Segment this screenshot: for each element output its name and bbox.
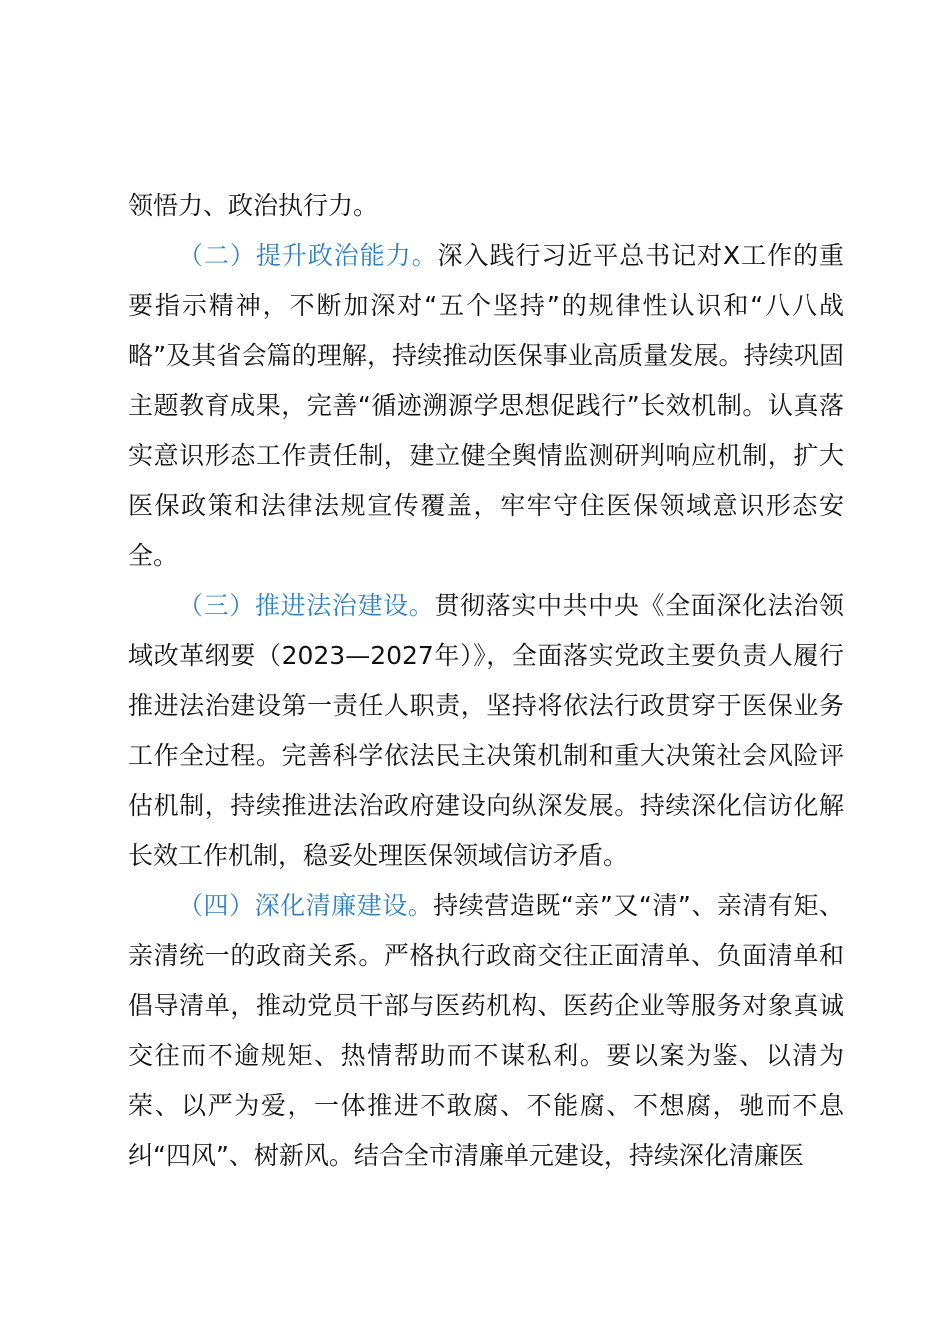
paragraph-body: 持续营造既“亲”又“清”、亲清有矩、亲清统一的政商关系。严格执行政商交往正面清单、负面清单和倡导清单，推动党员干部与医药机构、医药企业等服务对象真诚交往而不逾规矩、热情帮助而不谋私利。要以案为鉴、以清为荣、以严为爱，一体推进不敢腐、不能腐、不想腐，驰而不息纠“四风”、树新风。结合全市清廉单元建设，持续深化清廉医 xyxy=(128,891,844,1170)
paragraph-body: 深入践行习近平总书记对X工作的重要指示精神，不断加深对“五个坚持”的规律性认识和“八八战略”及其省会篇的理解，持续推动医保事业高质量发展。持续巩固主题教育成果，完善“循迹溯源学思想促践行”长效机制。认真落实意识形态工作责任制，建立健全舆情监测研判响应机制，扩大医保政策和法律法规宣传覆盖，牢牢守住医保领域意识形态安全。 xyxy=(128,241,844,570)
paragraph-continuation xyxy=(128,181,844,231)
paragraph-integrity xyxy=(128,881,844,1181)
section-heading: （三）推进法治建设。 xyxy=(178,591,435,620)
paragraph-body: 领悟力、政治执行力。 xyxy=(128,191,379,220)
section-heading: （四）深化清廉建设。 xyxy=(178,891,434,920)
document-page xyxy=(128,181,844,1181)
paragraph-body: 贯彻落实中共中央《全面深化法治领域改革纲要（2023—2027年）》，全面落实党政主要负责人履行推进法治建设第一责任人职责，坚持将依法行政贯穿于医保业务工作全过程。完善科学依法民主决策机制和重大决策社会风险评估机制，持续推进法治政府建设向纵深发展。持续深化信访化解长效工作机制，稳妥处理医保领域信访矛盾。 xyxy=(128,591,844,870)
section-heading: （二）提升政治能力。 xyxy=(178,241,438,270)
paragraph-political-ability xyxy=(128,231,844,581)
paragraph-rule-of-law xyxy=(128,581,844,881)
